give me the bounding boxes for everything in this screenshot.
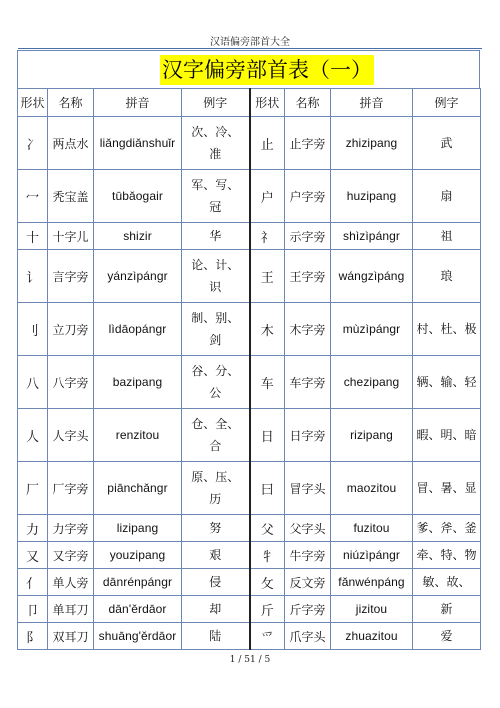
radical-name: 秃宝盖: [48, 170, 94, 223]
radical-shape: 冖: [18, 170, 48, 223]
radical-pinyin: niúzìpángr: [331, 542, 413, 569]
col-header-shape-2: 形状: [250, 89, 285, 117]
radical-shape: 攵: [250, 569, 285, 596]
example-line: 牵、特、物: [416, 548, 477, 562]
radical-name: 厂字旁: [48, 462, 94, 515]
radical-name: 示字旁: [285, 223, 331, 250]
example-line: 侵: [209, 575, 222, 589]
table-row: [18, 569, 481, 596]
table-row: [18, 623, 481, 650]
radical-pinyin: lizipang: [94, 515, 182, 542]
radical-examples: [413, 596, 481, 623]
example-line: 论、计、: [191, 258, 240, 272]
radical-pinyin: rizipang: [331, 409, 413, 462]
radical-shape: 止: [250, 117, 285, 170]
radical-pinyin: chezipang: [331, 356, 413, 409]
radical-name: 爪字头: [285, 623, 331, 650]
radical-shape: 厂: [18, 462, 48, 515]
example-line: 识: [209, 280, 222, 294]
radical-pinyin: mùzìpángr: [331, 303, 413, 356]
example-line: 武: [440, 136, 453, 150]
col-header-shape: 形状: [18, 89, 48, 117]
example-line: 暇、明、暗: [416, 428, 477, 442]
table-row: [18, 356, 481, 409]
radical-examples: [182, 569, 250, 596]
radical-pinyin: fǎnwénpáng: [331, 569, 413, 596]
table-row: [18, 409, 481, 462]
example-line: 公: [209, 386, 222, 400]
col-header-example-2: 例字: [413, 89, 481, 117]
radical-name: 父字头: [285, 515, 331, 542]
table-row: [18, 542, 481, 569]
radical-name: 王字旁: [285, 250, 331, 303]
radical-shape: 人: [18, 409, 48, 462]
radical-name: 双耳刀: [48, 623, 94, 650]
radical-examples: [182, 303, 250, 356]
radical-shape: 车: [250, 356, 285, 409]
radical-pinyin: fuzitou: [331, 515, 413, 542]
radical-shape: 礻: [250, 223, 285, 250]
radical-examples: [413, 515, 481, 542]
example-line: 制、别、: [191, 311, 240, 325]
table-title-box: [17, 50, 480, 88]
radical-shape: 户: [250, 170, 285, 223]
radical-examples: [182, 623, 250, 650]
radical-examples: [413, 623, 481, 650]
radical-examples: [182, 542, 250, 569]
radical-name: 户字旁: [285, 170, 331, 223]
radical-examples: [413, 117, 481, 170]
radical-name: 冒字头: [285, 462, 331, 515]
radical-shape: 卩: [18, 596, 48, 623]
radical-pinyin: wángzìpáng: [331, 250, 413, 303]
radical-pinyin: shuāng'ěrdāor: [94, 623, 182, 650]
radical-pinyin: dān'ěrdāor: [94, 596, 182, 623]
table-row: [18, 250, 481, 303]
radical-examples: [182, 250, 250, 303]
radical-shape: 父: [250, 515, 285, 542]
radical-shape: 刂: [18, 303, 48, 356]
radical-name: 斤字旁: [285, 596, 331, 623]
table-row: [18, 170, 481, 223]
example-line: 琅: [440, 269, 453, 283]
example-line: 冒、暑、显: [416, 481, 477, 495]
radical-name: 单人旁: [48, 569, 94, 596]
radical-pinyin: huzipang: [331, 170, 413, 223]
example-line: 剑: [209, 333, 222, 347]
radical-shape: 王: [250, 250, 285, 303]
col-header-name-2: 名称: [285, 89, 331, 117]
radical-shape: 木: [250, 303, 285, 356]
radical-name: 车字旁: [285, 356, 331, 409]
example-line: 却: [209, 602, 222, 616]
radical-name: 两点水: [48, 117, 94, 170]
radical-name: 止字旁: [285, 117, 331, 170]
radical-pinyin: piānchǎngr: [94, 462, 182, 515]
table-row: [18, 223, 481, 250]
example-line: 艰: [209, 548, 222, 562]
table-row: [18, 596, 481, 623]
radical-name: 人字头: [48, 409, 94, 462]
radical-examples: [182, 356, 250, 409]
example-line: 陆: [209, 629, 222, 643]
radical-shape: 亻: [18, 569, 48, 596]
radical-pinyin: bazipang: [94, 356, 182, 409]
radical-pinyin: dānrénpángr: [94, 569, 182, 596]
example-line: 新: [440, 602, 453, 616]
radical-name: 又字旁: [48, 542, 94, 569]
radical-shape: 又: [18, 542, 48, 569]
col-header-pinyin: 拼音: [94, 89, 182, 117]
table-row: [18, 117, 481, 170]
radical-shape: 爫: [250, 623, 285, 650]
radical-examples: [182, 170, 250, 223]
radical-examples: [413, 462, 481, 515]
radical-shape: 十: [18, 223, 48, 250]
radical-examples: [182, 515, 250, 542]
radical-name: 反文旁: [285, 569, 331, 596]
example-line: 爱: [440, 629, 453, 643]
example-line: 次、冷、: [191, 125, 240, 139]
example-line: 冠: [209, 200, 222, 214]
example-line: 爹、斧、釜: [416, 521, 477, 535]
radical-examples: [413, 409, 481, 462]
radical-examples: [413, 170, 481, 223]
radical-name: 木字旁: [285, 303, 331, 356]
radical-examples: [413, 356, 481, 409]
table-row: [18, 462, 481, 515]
radical-pinyin: jizitou: [331, 596, 413, 623]
radical-examples: [413, 542, 481, 569]
radical-pinyin: youzipang: [94, 542, 182, 569]
table-row: [18, 303, 481, 356]
col-header-name: 名称: [48, 89, 94, 117]
page-header-title: 汉语偏旁部首大全: [210, 37, 290, 48]
col-header-example: 例字: [182, 89, 250, 117]
radical-shape: 曰: [250, 462, 285, 515]
table-title: 汉字偏旁部首表（一）: [160, 55, 374, 85]
example-line: 祖: [440, 229, 453, 243]
col-header-pinyin-2: 拼音: [331, 89, 413, 117]
radical-pinyin: zhizipang: [331, 117, 413, 170]
radical-examples: [182, 409, 250, 462]
example-line: 谷、分、: [191, 364, 240, 378]
example-line: 敏、故、: [422, 575, 471, 589]
radical-pinyin: maozitou: [331, 462, 413, 515]
radical-shape: 冫: [18, 117, 48, 170]
example-line: 准: [209, 147, 222, 161]
radical-pinyin: yánzìpángr: [94, 250, 182, 303]
example-line: 扇: [440, 189, 453, 203]
radical-examples: [182, 117, 250, 170]
radical-examples: [413, 223, 481, 250]
radical-pinyin: lìdāopángr: [94, 303, 182, 356]
radical-name: 力字旁: [48, 515, 94, 542]
radical-name: 牛字旁: [285, 542, 331, 569]
radical-examples: [182, 462, 250, 515]
radical-pinyin: liǎngdiǎnshuǐr: [94, 117, 182, 170]
example-line: 辆、输、轻: [416, 375, 477, 389]
radical-examples: [413, 250, 481, 303]
radical-pinyin: renzitou: [94, 409, 182, 462]
example-line: 历: [209, 492, 222, 506]
example-line: 仓、全、: [191, 417, 240, 431]
radical-name: 十字儿: [48, 223, 94, 250]
page-number: 1 / 51 / 5: [229, 655, 271, 665]
example-line: 合: [209, 439, 222, 453]
table-header-row: [18, 89, 481, 117]
radical-shape: 斤: [250, 596, 285, 623]
radical-examples: [182, 223, 250, 250]
table-body: [18, 117, 481, 650]
radical-pinyin: tūbǎogair: [94, 170, 182, 223]
radical-examples: [413, 569, 481, 596]
radical-name: 立刀旁: [48, 303, 94, 356]
radical-name: 日字旁: [285, 409, 331, 462]
example-line: 军、写、: [191, 178, 240, 192]
radical-pinyin: zhuazitou: [331, 623, 413, 650]
example-line: 华: [209, 229, 222, 243]
table-row: [18, 515, 481, 542]
example-line: 村、杜、极: [416, 322, 477, 336]
radical-shape: 阝: [18, 623, 48, 650]
radical-shape: 牜: [250, 542, 285, 569]
radical-examples: [413, 303, 481, 356]
radical-examples: [182, 596, 250, 623]
radical-name: 言字旁: [48, 250, 94, 303]
example-line: 努: [209, 521, 222, 535]
radical-pinyin: shizir: [94, 223, 182, 250]
example-line: 原、压、: [191, 470, 240, 484]
radical-shape: 日: [250, 409, 285, 462]
radicals-table: [17, 88, 481, 650]
radical-shape: 力: [18, 515, 48, 542]
header-rule: [18, 48, 482, 49]
radical-name: 单耳刀: [48, 596, 94, 623]
radical-name: 八字旁: [48, 356, 94, 409]
radical-pinyin: shìzìpángr: [331, 223, 413, 250]
radical-shape: 八: [18, 356, 48, 409]
radical-shape: 讠: [18, 250, 48, 303]
